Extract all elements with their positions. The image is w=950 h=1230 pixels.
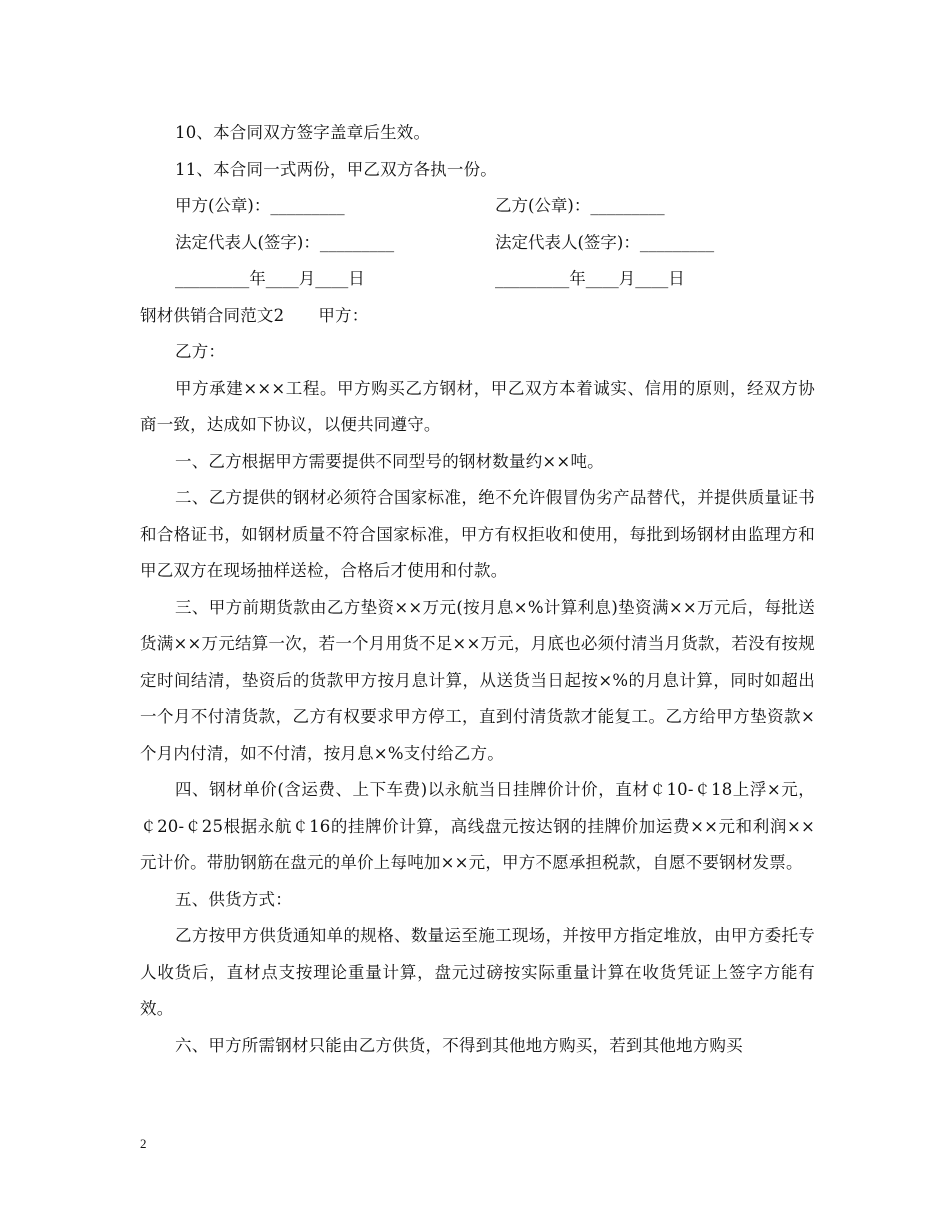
paragraph-intro: 甲方承建×××工程。甲方购买乙方钢材，甲乙双方本着诚实、信用的原则，经双方协商一致，达成如下协议，以便共同遵守。	[140, 378, 815, 434]
section-heading	[140, 298, 815, 335]
paragraph-article-3: 三、甲方前期货款由乙方垫资××万元(按月息×%计算利息)垫资满××万元后，每批送货满××万元结算一次，若一个月用货不足××万元，月底也必须付清当月货款，若没有按规定时间结清，垫资后的货款甲方按月息计算，从送货当日起按×%的月息计算，同时如超出一个月不付清货款，乙方有权要求甲方停工，直到付清货款才能复工。乙方给甲方垫资款×个月内付清，如不付清，按月息×%支付给乙方。	[140, 597, 815, 763]
paragraph-article-2: 二、乙方提供的钢材必须符合国家标准，绝不允许假冒伪劣产品替代，并提供质量证书和合格证书，如钢材质量不符合国家标准，甲方有权拒收和使用，每批到场钢材由监理方和甲乙双方在现场抽样送检，合格后才使用和付款。	[140, 488, 815, 580]
party-a-seal: 甲方(公章)：_________	[175, 196, 345, 215]
party-a-representative: 法定代表人(签字)：_________	[175, 232, 395, 252]
paragraph-article-6: 六、甲方所需钢材只能由乙方供货，不得到其他地方购买，若到其他地方购买	[175, 1035, 743, 1055]
clause-11: 11、本合同一式两份，甲乙双方各执一份。	[175, 159, 497, 179]
paragraph-article-4: 四、钢材单价(含运费、上下车费)以永航当日挂牌价计价，直材￠10-￠18上浮×元，￠20-￠25根据永航￠16的挂牌价计算，高线盘元按达钢的挂牌价加运费××元和利润××元计价。带肋钢筋在盘元的单价上每吨加××元，甲方不愿承担税款，自愿不要钢材发票。	[140, 780, 815, 872]
party-b-label: 乙方：	[175, 342, 226, 361]
clause-10: 10、本合同双方签字盖章后生效。	[175, 123, 431, 142]
signature-row-seal	[140, 188, 815, 225]
party-a-label: 甲方：	[318, 305, 369, 325]
party-b-seal: 乙方(公章)：_________	[495, 196, 665, 215]
party-b-representative: 法定代表人(签字)：_________	[495, 232, 715, 252]
section-title: 钢材供销合同范文2	[140, 305, 285, 325]
document-body	[140, 115, 815, 1064]
party-a-date: _________年____月____日	[175, 269, 365, 288]
signature-row-date	[140, 261, 815, 298]
party-b-date: _________年____月____日	[495, 269, 685, 288]
paragraph-article-5-title: 五、供货方式：	[175, 889, 292, 909]
paragraph-article-1: 一、乙方根据甲方需要提供不同型号的钢材数量约××吨。	[175, 451, 604, 471]
signature-row-representative	[140, 225, 815, 262]
paragraph-article-5-body: 乙方按甲方供货通知单的规格、数量运至施工现场，并按甲方指定堆放，由甲方委托专人收货后，直材点支按理论重量计算，盘元过磅按实际重量计算在收货凭证上签字方能有效。	[140, 926, 815, 1018]
page-number: 2	[140, 1136, 147, 1151]
